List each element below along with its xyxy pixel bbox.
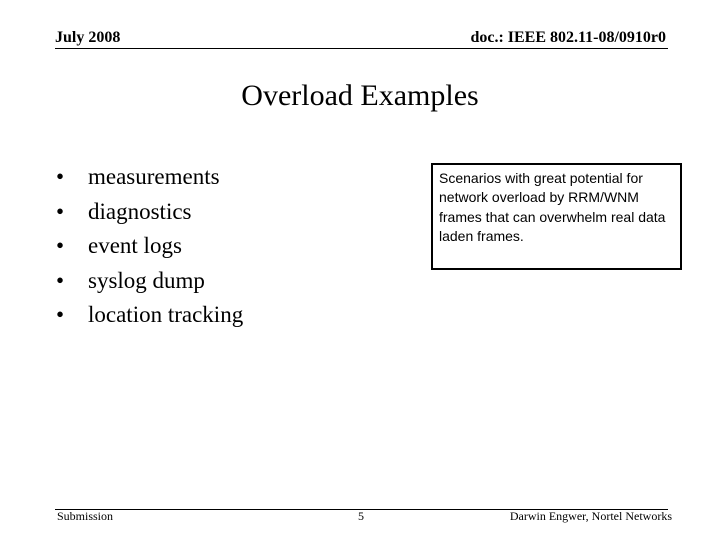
bullet-text: syslog dump [88, 267, 205, 293]
bullet-icon: • [56, 302, 65, 327]
bullet-item [56, 264, 243, 299]
bullet-item [56, 195, 243, 230]
callout-box: Scenarios with great potential for network overload by RRM/WNM frames that can overwhelm real data laden frames. [431, 163, 682, 270]
header-doc-id: doc.: IEEE 802.11-08/0910r0 [470, 29, 666, 46]
bullet-text: diagnostics [88, 198, 192, 224]
slide-title: Overload Examples [241, 79, 479, 112]
footer-page-number: 5 [358, 509, 364, 523]
bullet-text: event logs [88, 233, 182, 258]
bullet-list [56, 160, 243, 333]
bullet-icon: • [56, 267, 65, 293]
footer-submission: Submission [57, 509, 114, 523]
bullet-text: location tracking [88, 302, 244, 327]
bullet-icon: • [56, 233, 65, 258]
bullet-item [56, 298, 243, 333]
bullet-icon: • [56, 164, 65, 189]
bullet-text: measurements [88, 164, 220, 189]
bullet-icon: • [56, 198, 65, 224]
header-date: July 2008 [55, 29, 121, 46]
bullet-item [56, 160, 243, 195]
bullet-item [56, 229, 243, 264]
header-divider [55, 48, 668, 49]
footer-author: Darwin Engwer, Nortel Networks [509, 509, 672, 523]
